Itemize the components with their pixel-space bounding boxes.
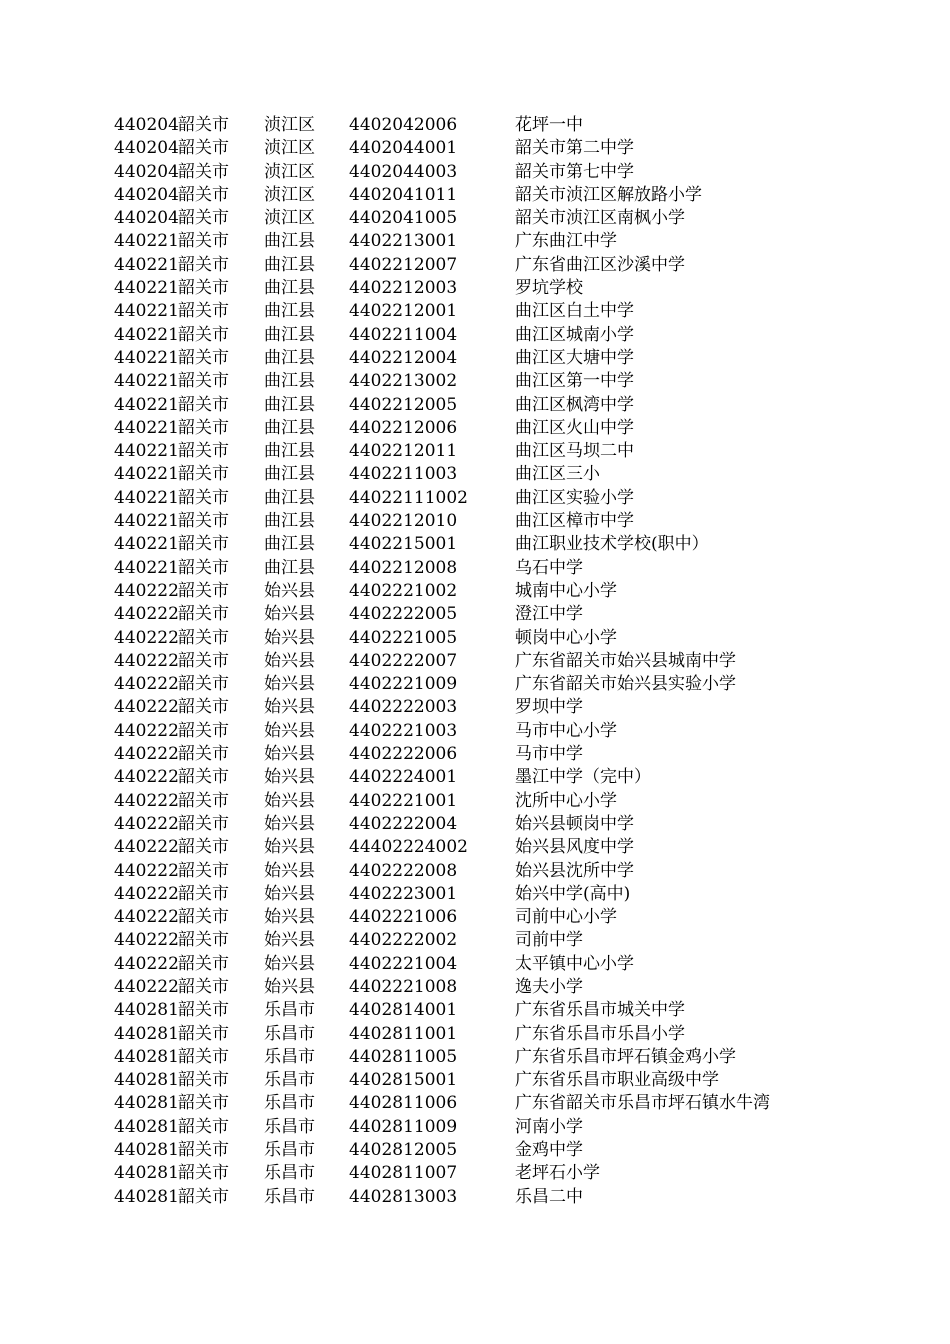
city-cell: 韶关市 (178, 790, 229, 811)
region-code-cell: 440221 (114, 487, 179, 508)
table-row (0, 743, 950, 766)
school-id-cell: 4402044003 (349, 161, 458, 182)
school-name-cell: 韶关市浈江区解放路小学 (515, 184, 702, 205)
county-cell: 曲江县 (264, 394, 315, 415)
city-cell: 韶关市 (178, 907, 229, 928)
city-cell: 韶关市 (178, 837, 229, 858)
county-cell: 始兴县 (264, 976, 315, 997)
table-row (0, 860, 950, 883)
school-id-cell: 4402221009 (349, 674, 458, 695)
city-cell: 韶关市 (178, 1163, 229, 1184)
school-name-cell: 老坪石小学 (515, 1163, 600, 1184)
school-name-cell: 曲江区实验小学 (515, 487, 634, 508)
city-cell: 韶关市 (178, 464, 229, 485)
school-name-cell: 始兴中学(高中) (515, 883, 631, 904)
county-cell: 乐昌市 (264, 1140, 315, 1161)
city-cell: 韶关市 (178, 767, 229, 788)
school-name-cell: 广东省韶关市乐昌市坪石镇水牛湾 (515, 1093, 770, 1114)
school-id-cell: 4402811007 (349, 1163, 458, 1184)
region-code-cell: 440222 (114, 697, 179, 718)
school-id-cell: 4402221004 (349, 953, 458, 974)
county-cell: 曲江县 (264, 534, 315, 555)
school-id-cell: 4402811009 (349, 1116, 458, 1137)
school-id-cell: 4402811005 (349, 1046, 458, 1067)
school-id-cell: 4402222007 (349, 650, 458, 671)
city-cell: 韶关市 (178, 883, 229, 904)
school-id-cell: 4402211003 (349, 464, 458, 485)
region-code-cell: 440281 (114, 1163, 179, 1184)
region-code-cell: 440221 (114, 324, 179, 345)
city-cell: 韶关市 (178, 930, 229, 951)
school-name-cell: 罗坝中学 (515, 697, 583, 718)
table-row (0, 906, 950, 929)
school-name-cell: 顿岗中心小学 (515, 627, 617, 648)
city-cell: 韶关市 (178, 1140, 229, 1161)
table-row (0, 580, 950, 603)
table-row (0, 324, 950, 347)
school-name-cell: 广东省韶关市始兴县实验小学 (515, 674, 736, 695)
city-cell: 韶关市 (178, 744, 229, 765)
school-name-cell: 逸夫小学 (515, 976, 583, 997)
city-cell: 韶关市 (178, 1000, 229, 1021)
table-row (0, 929, 950, 952)
county-cell: 曲江县 (264, 324, 315, 345)
county-cell: 乐昌市 (264, 1186, 315, 1207)
table-row (0, 533, 950, 556)
school-name-cell: 马市中学 (515, 744, 583, 765)
county-cell: 曲江县 (264, 464, 315, 485)
county-cell: 乐昌市 (264, 1070, 315, 1091)
table-row (0, 1069, 950, 1092)
school-id-cell: 4402811001 (349, 1023, 458, 1044)
city-cell: 韶关市 (178, 278, 229, 299)
table-row (0, 603, 950, 626)
school-name-cell: 广东省乐昌市乐昌小学 (515, 1023, 685, 1044)
region-code-cell: 440222 (114, 580, 179, 601)
table-row (0, 813, 950, 836)
school-id-cell: 44402224002 (349, 837, 468, 858)
region-code-cell: 440222 (114, 650, 179, 671)
school-name-cell: 城南中心小学 (515, 580, 617, 601)
city-cell: 韶关市 (178, 860, 229, 881)
table-row (0, 650, 950, 673)
region-code-cell: 440222 (114, 720, 179, 741)
city-cell: 韶关市 (178, 231, 229, 252)
school-name-cell: 曲江区马坝二中 (515, 441, 634, 462)
region-code-cell: 440222 (114, 953, 179, 974)
school-id-cell: 4402041011 (349, 184, 458, 205)
city-cell: 韶关市 (178, 441, 229, 462)
city-cell: 韶关市 (178, 674, 229, 695)
county-cell: 始兴县 (264, 720, 315, 741)
city-cell: 韶关市 (178, 627, 229, 648)
table-row (0, 487, 950, 510)
school-name-cell: 广东曲江中学 (515, 231, 617, 252)
county-cell: 浈江区 (264, 161, 315, 182)
table-row (0, 207, 950, 230)
school-name-cell: 澄江中学 (515, 604, 583, 625)
county-cell: 曲江县 (264, 301, 315, 322)
region-code-cell: 440221 (114, 441, 179, 462)
school-id-cell: 4402222006 (349, 744, 458, 765)
region-code-cell: 440222 (114, 813, 179, 834)
school-name-cell: 河南小学 (515, 1116, 583, 1137)
region-code-cell: 440281 (114, 1070, 179, 1091)
school-id-cell: 4402221002 (349, 580, 458, 601)
county-cell: 始兴县 (264, 697, 315, 718)
region-code-cell: 440281 (114, 1186, 179, 1207)
table-row (0, 883, 950, 906)
region-code-cell: 440222 (114, 604, 179, 625)
county-cell: 曲江县 (264, 231, 315, 252)
school-id-cell: 4402212010 (349, 511, 458, 532)
table-row (0, 184, 950, 207)
county-cell: 乐昌市 (264, 1163, 315, 1184)
school-id-cell: 4402044001 (349, 138, 458, 159)
city-cell: 韶关市 (178, 394, 229, 415)
region-code-cell: 440222 (114, 790, 179, 811)
county-cell: 曲江县 (264, 371, 315, 392)
city-cell: 韶关市 (178, 650, 229, 671)
county-cell: 浈江区 (264, 138, 315, 159)
county-cell: 始兴县 (264, 883, 315, 904)
city-cell: 韶关市 (178, 697, 229, 718)
city-cell: 韶关市 (178, 254, 229, 275)
city-cell: 韶关市 (178, 1046, 229, 1067)
school-id-cell: 4402212006 (349, 417, 458, 438)
table-row (0, 277, 950, 300)
school-name-cell: 始兴县沈所中学 (515, 860, 634, 881)
region-code-cell: 440222 (114, 883, 179, 904)
school-id-cell: 4402222005 (349, 604, 458, 625)
school-name-cell: 乐昌二中 (515, 1186, 583, 1207)
school-id-cell: 4402814001 (349, 1000, 458, 1021)
region-code-cell: 440222 (114, 860, 179, 881)
region-code-cell: 440222 (114, 907, 179, 928)
region-code-cell: 440221 (114, 231, 179, 252)
region-code-cell: 440222 (114, 767, 179, 788)
city-cell: 韶关市 (178, 720, 229, 741)
table-row (0, 254, 950, 277)
school-list-table (0, 114, 950, 1209)
table-row (0, 1046, 950, 1069)
county-cell: 乐昌市 (264, 1093, 315, 1114)
county-cell: 始兴县 (264, 767, 315, 788)
table-row (0, 557, 950, 580)
school-name-cell: 曲江区火山中学 (515, 417, 634, 438)
region-code-cell: 440204 (114, 208, 179, 229)
city-cell: 韶关市 (178, 813, 229, 834)
table-row (0, 394, 950, 417)
school-name-cell: 乌石中学 (515, 557, 583, 578)
school-id-cell: 4402813003 (349, 1186, 458, 1207)
city-cell: 韶关市 (178, 184, 229, 205)
table-row (0, 417, 950, 440)
county-cell: 始兴县 (264, 837, 315, 858)
school-id-cell: 4402221008 (349, 976, 458, 997)
school-name-cell: 广东省曲江区沙溪中学 (515, 254, 685, 275)
county-cell: 始兴县 (264, 627, 315, 648)
table-row (0, 300, 950, 323)
city-cell: 韶关市 (178, 976, 229, 997)
region-code-cell: 440204 (114, 161, 179, 182)
county-cell: 曲江县 (264, 557, 315, 578)
school-id-cell: 4402812005 (349, 1140, 458, 1161)
table-row (0, 463, 950, 486)
county-cell: 始兴县 (264, 580, 315, 601)
table-row (0, 1092, 950, 1115)
county-cell: 始兴县 (264, 650, 315, 671)
school-id-cell: 4402041005 (349, 208, 458, 229)
region-code-cell: 440221 (114, 347, 179, 368)
school-id-cell: 4402815001 (349, 1070, 458, 1091)
city-cell: 韶关市 (178, 1093, 229, 1114)
city-cell: 韶关市 (178, 534, 229, 555)
school-id-cell: 4402212011 (349, 441, 458, 462)
school-id-cell: 4402213001 (349, 231, 458, 252)
region-code-cell: 440221 (114, 557, 179, 578)
region-code-cell: 440204 (114, 138, 179, 159)
city-cell: 韶关市 (178, 1186, 229, 1207)
school-name-cell: 曲江职业技术学校(职中） (515, 534, 709, 555)
school-name-cell: 韶关市第二中学 (515, 138, 634, 159)
school-id-cell: 4402224001 (349, 767, 458, 788)
school-name-cell: 韶关市浈江区南枫小学 (515, 208, 685, 229)
school-name-cell: 广东省乐昌市城关中学 (515, 1000, 685, 1021)
school-id-cell: 4402221005 (349, 627, 458, 648)
county-cell: 始兴县 (264, 674, 315, 695)
region-code-cell: 440281 (114, 1023, 179, 1044)
school-name-cell: 广东省乐昌市坪石镇金鸡小学 (515, 1046, 736, 1067)
region-code-cell: 440222 (114, 976, 179, 997)
region-code-cell: 440281 (114, 1000, 179, 1021)
school-id-cell: 4402212004 (349, 347, 458, 368)
region-code-cell: 440221 (114, 464, 179, 485)
county-cell: 曲江县 (264, 417, 315, 438)
table-row (0, 114, 950, 137)
county-cell: 曲江县 (264, 347, 315, 368)
school-id-cell: 4402221003 (349, 720, 458, 741)
county-cell: 乐昌市 (264, 1046, 315, 1067)
county-cell: 乐昌市 (264, 1000, 315, 1021)
city-cell: 韶关市 (178, 115, 229, 135)
table-row (0, 1186, 950, 1209)
school-name-cell: 曲江区白土中学 (515, 301, 634, 322)
region-code-cell: 440281 (114, 1116, 179, 1137)
school-id-cell: 4402222004 (349, 813, 458, 834)
table-row (0, 1023, 950, 1046)
city-cell: 韶关市 (178, 371, 229, 392)
table-row (0, 347, 950, 370)
city-cell: 韶关市 (178, 511, 229, 532)
region-code-cell: 440281 (114, 1093, 179, 1114)
region-code-cell: 440222 (114, 674, 179, 695)
table-row (0, 137, 950, 160)
city-cell: 韶关市 (178, 487, 229, 508)
region-code-cell: 440222 (114, 930, 179, 951)
school-name-cell: 司前中学 (515, 930, 583, 951)
table-row (0, 999, 950, 1022)
school-name-cell: 广东省乐昌市职业高级中学 (515, 1070, 719, 1091)
school-id-cell: 4402212003 (349, 278, 458, 299)
school-id-cell: 4402211004 (349, 324, 458, 345)
school-id-cell: 4402221001 (349, 790, 458, 811)
region-code-cell: 440222 (114, 744, 179, 765)
city-cell: 韶关市 (178, 1023, 229, 1044)
region-code-cell: 440221 (114, 301, 179, 322)
region-code-cell: 440222 (114, 627, 179, 648)
city-cell: 韶关市 (178, 138, 229, 159)
school-name-cell: 罗坑学校 (515, 278, 583, 299)
region-code-cell: 440221 (114, 278, 179, 299)
city-cell: 韶关市 (178, 1116, 229, 1137)
table-row (0, 1139, 950, 1162)
school-name-cell: 曲江区三小 (515, 464, 600, 485)
table-row (0, 673, 950, 696)
region-code-cell: 440221 (114, 534, 179, 555)
school-name-cell: 墨江中学（完中） (515, 767, 651, 788)
city-cell: 韶关市 (178, 1070, 229, 1091)
school-name-cell: 花坪一中 (515, 115, 583, 135)
school-id-cell: 4402222002 (349, 930, 458, 951)
school-name-cell: 曲江区城南小学 (515, 324, 634, 345)
region-code-cell: 440221 (114, 417, 179, 438)
county-cell: 始兴县 (264, 604, 315, 625)
school-name-cell: 马市中心小学 (515, 720, 617, 741)
city-cell: 韶关市 (178, 557, 229, 578)
school-id-cell: 4402212008 (349, 557, 458, 578)
region-code-cell: 440204 (114, 115, 179, 135)
table-row (0, 836, 950, 859)
school-id-cell: 4402222003 (349, 697, 458, 718)
city-cell: 韶关市 (178, 161, 229, 182)
city-cell: 韶关市 (178, 953, 229, 974)
school-id-cell: 44022111002 (349, 487, 468, 508)
county-cell: 始兴县 (264, 860, 315, 881)
county-cell: 始兴县 (264, 744, 315, 765)
city-cell: 韶关市 (178, 301, 229, 322)
school-name-cell: 曲江区第一中学 (515, 371, 634, 392)
region-code-cell: 440221 (114, 254, 179, 275)
table-row (0, 976, 950, 999)
school-id-cell: 4402223001 (349, 883, 458, 904)
region-code-cell: 440221 (114, 371, 179, 392)
table-row (0, 766, 950, 789)
city-cell: 韶关市 (178, 604, 229, 625)
table-row (0, 790, 950, 813)
school-name-cell: 始兴县顿岗中学 (515, 813, 634, 834)
school-name-cell: 太平镇中心小学 (515, 953, 634, 974)
table-row (0, 953, 950, 976)
school-id-cell: 4402222008 (349, 860, 458, 881)
table-row (0, 370, 950, 393)
county-cell: 始兴县 (264, 930, 315, 951)
school-name-cell: 广东省韶关市始兴县城南中学 (515, 650, 736, 671)
county-cell: 曲江县 (264, 487, 315, 508)
county-cell: 始兴县 (264, 813, 315, 834)
school-id-cell: 4402042006 (349, 115, 458, 135)
school-id-cell: 4402213002 (349, 371, 458, 392)
city-cell: 韶关市 (178, 347, 229, 368)
school-id-cell: 4402212001 (349, 301, 458, 322)
county-cell: 曲江县 (264, 254, 315, 275)
school-name-cell: 曲江区樟市中学 (515, 511, 634, 532)
school-name-cell: 曲江区大塘中学 (515, 347, 634, 368)
region-code-cell: 440221 (114, 394, 179, 415)
table-row (0, 510, 950, 533)
county-cell: 曲江县 (264, 511, 315, 532)
table-row (0, 161, 950, 184)
county-cell: 浈江区 (264, 208, 315, 229)
city-cell: 韶关市 (178, 324, 229, 345)
school-id-cell: 4402811006 (349, 1093, 458, 1114)
school-id-cell: 4402215001 (349, 534, 458, 555)
table-row (0, 696, 950, 719)
region-code-cell: 440204 (114, 184, 179, 205)
school-name-cell: 始兴县风度中学 (515, 837, 634, 858)
region-code-cell: 440281 (114, 1140, 179, 1161)
county-cell: 始兴县 (264, 907, 315, 928)
region-code-cell: 440281 (114, 1046, 179, 1067)
county-cell: 浈江区 (264, 115, 315, 135)
table-row (0, 230, 950, 253)
school-id-cell: 4402212007 (349, 254, 458, 275)
county-cell: 始兴县 (264, 953, 315, 974)
table-row (0, 1162, 950, 1185)
school-id-cell: 4402212005 (349, 394, 458, 415)
table-row (0, 440, 950, 463)
county-cell: 曲江县 (264, 441, 315, 462)
county-cell: 浈江区 (264, 184, 315, 205)
school-name-cell: 司前中心小学 (515, 907, 617, 928)
city-cell: 韶关市 (178, 208, 229, 229)
region-code-cell: 440222 (114, 837, 179, 858)
county-cell: 始兴县 (264, 790, 315, 811)
city-cell: 韶关市 (178, 417, 229, 438)
school-id-cell: 4402221006 (349, 907, 458, 928)
county-cell: 乐昌市 (264, 1023, 315, 1044)
school-name-cell: 曲江区枫湾中学 (515, 394, 634, 415)
table-row (0, 720, 950, 743)
county-cell: 乐昌市 (264, 1116, 315, 1137)
table-row (0, 627, 950, 650)
table-row (0, 1116, 950, 1139)
school-name-cell: 沈所中心小学 (515, 790, 617, 811)
city-cell: 韶关市 (178, 580, 229, 601)
county-cell: 曲江县 (264, 278, 315, 299)
school-name-cell: 金鸡中学 (515, 1140, 583, 1161)
school-name-cell: 韶关市第七中学 (515, 161, 634, 182)
region-code-cell: 440221 (114, 511, 179, 532)
